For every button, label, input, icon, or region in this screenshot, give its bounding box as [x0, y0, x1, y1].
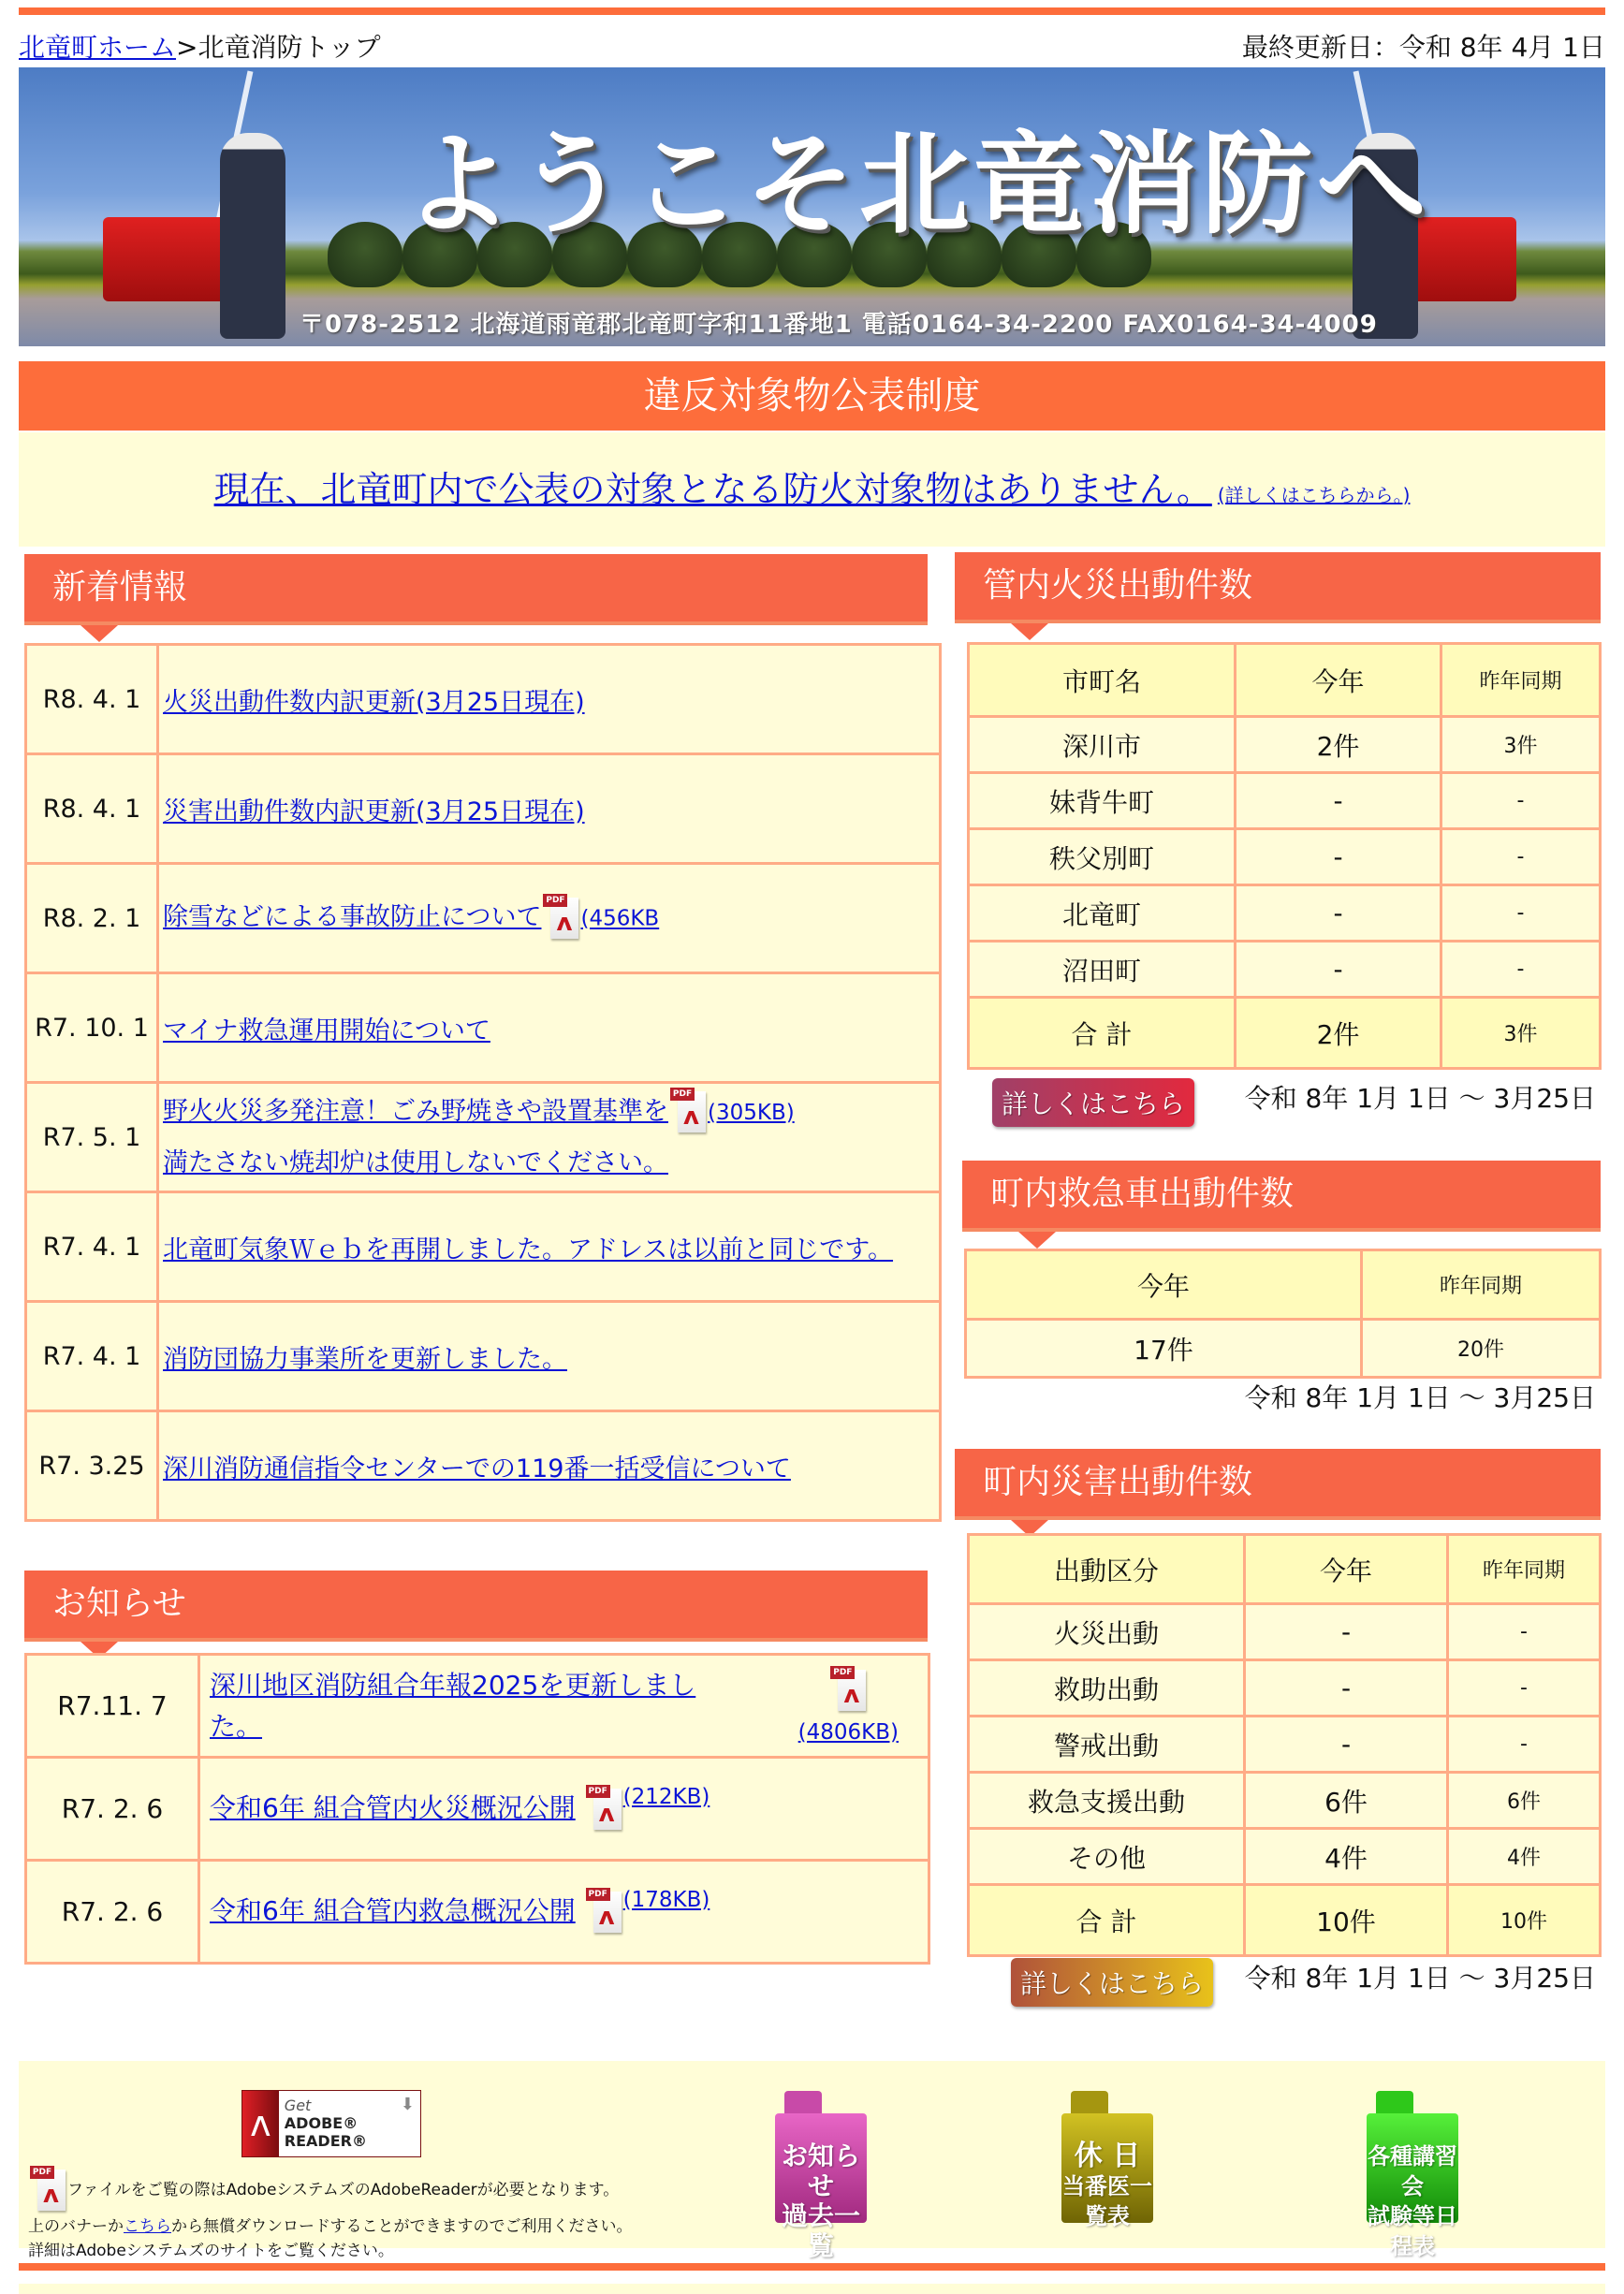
column-header: 出動区分 — [969, 1535, 1245, 1604]
cell: - — [1236, 773, 1441, 829]
column-header: 昨年同期 — [1441, 644, 1601, 717]
button-label: 当番医一覧表 — [1062, 2173, 1152, 2229]
notices-heading — [24, 1571, 928, 1642]
disaster-stats-heading — [955, 1449, 1601, 1520]
news-date: R8. 2. 1 — [26, 864, 158, 973]
heading-pointer-icon — [80, 625, 118, 642]
adobe-notice-line2: 上のバナーか — [28, 2217, 124, 2236]
table-header-row — [969, 644, 1601, 717]
notice-pdf-size-link[interactable]: (212KB) — [622, 1784, 710, 1809]
cell: - — [1236, 942, 1441, 998]
news-link-continued[interactable]: 満たさない焼却炉は使用しないでください。 — [163, 1147, 668, 1177]
table-row — [969, 1717, 1601, 1773]
table-row — [26, 1861, 929, 1964]
table-row — [26, 864, 941, 973]
folder-tab-icon — [1071, 2091, 1108, 2113]
cell: 警戒出動 — [969, 1717, 1245, 1773]
heading-pointer-icon — [1018, 1232, 1056, 1249]
folder-tab-icon — [1376, 2091, 1413, 2113]
breadcrumb-home-link[interactable]: 北竜町ホーム — [19, 32, 177, 63]
table-header-row — [969, 1535, 1601, 1604]
violation-detail-link[interactable]: (詳しくはこちらから。) — [1217, 484, 1411, 506]
news-date: R7. 3.25 — [26, 1411, 158, 1521]
heading-pointer-icon — [1011, 623, 1048, 640]
table-row — [26, 1655, 929, 1758]
notices-table — [24, 1653, 930, 1965]
table-row — [969, 942, 1601, 998]
cell: 深川市 — [969, 717, 1236, 773]
ambulance-stats-heading — [962, 1161, 1601, 1232]
cell: 救助出動 — [969, 1660, 1245, 1717]
button-label: 各種講習会 — [1368, 2143, 1457, 2199]
cell: 4件 — [1245, 1829, 1448, 1885]
disaster-stats-period: 令和 8年 1月 1日 ～ 3月25日 — [1244, 1963, 1596, 1994]
hero-address: 〒078-2512 北海道雨竜郡北竜町字和11番地1 電話0164-34-2200 FAX0164-34-4009 — [300, 311, 1378, 339]
bottom-strip — [19, 2284, 1605, 2294]
table-row — [969, 717, 1601, 773]
cell: 沼田町 — [969, 942, 1236, 998]
hero-title: ようこそ北竜消防へ — [402, 120, 1431, 249]
button-label: 過去一覧 — [781, 2200, 860, 2261]
table-row — [26, 1083, 941, 1192]
news-link[interactable]: 野火火災多発注意！ごみ野焼きや設置基準を — [163, 1096, 668, 1126]
cell: 17件 — [966, 1320, 1362, 1378]
column-header: 今年 — [1245, 1535, 1448, 1604]
last-updated: 最終更新日：令和 8年 4月 1日 — [1241, 32, 1605, 63]
news-link[interactable]: 消防団協力事業所を更新しました。 — [163, 1344, 567, 1374]
cell: - — [1236, 885, 1441, 942]
notice-pdf-size-link[interactable]: (178KB) — [622, 1887, 710, 1912]
cell: - — [1441, 773, 1601, 829]
table-row — [969, 1604, 1601, 1660]
ambulance-stats-table — [964, 1249, 1602, 1379]
table-row — [969, 773, 1601, 829]
disaster-stats-heading-label: 町内災害出動件数 — [983, 1463, 1253, 1501]
cell: 3件 — [1441, 717, 1601, 773]
button-label: 休 日 — [1074, 2140, 1141, 2172]
cell: その他 — [969, 1829, 1245, 1885]
notices-heading-label: お知らせ — [52, 1585, 186, 1623]
violation-message-link[interactable]: 現在、北竜町内で公表の対象となる防火対象物はありません。 — [213, 469, 1212, 510]
notices-archive-button[interactable] — [775, 2113, 867, 2261]
notice-pdf-size-link[interactable]: (4806KB) — [797, 1720, 899, 1745]
pdf-icon: PDF ᴧ — [830, 1666, 866, 1715]
table-row — [966, 1320, 1601, 1378]
column-header: 今年 — [966, 1250, 1362, 1320]
hero-banner — [19, 67, 1605, 346]
news-date: R7. 10. 1 — [26, 973, 158, 1083]
get-adobe-reader-banner[interactable] — [241, 2090, 421, 2157]
button-label: 試験等日程表 — [1368, 2203, 1457, 2259]
table-total-row — [969, 998, 1601, 1069]
news-link[interactable]: 深川消防通信指令センターでの119番一括受信について — [163, 1454, 791, 1483]
course-schedule-button[interactable] — [1367, 2113, 1458, 2259]
adobe-notice-line2-end: から無償ダウンロードすることができますのでご利用ください。 — [171, 2217, 633, 2236]
pdf-icon: PDF ᴧ — [670, 1088, 706, 1136]
table-row — [969, 1829, 1601, 1885]
cell: 2件 — [1236, 998, 1441, 1069]
ambulance-stats-period: 令和 8年 1月 1日 ～ 3月25日 — [1244, 1382, 1596, 1413]
tree — [328, 222, 402, 287]
cell: 妹背牛町 — [969, 773, 1236, 829]
cell: 合 計 — [969, 998, 1236, 1069]
cell: - — [1441, 942, 1601, 998]
cell: - — [1448, 1660, 1601, 1717]
button-label: お知らせ — [781, 2141, 860, 2201]
adobe-notice — [28, 2166, 633, 2263]
cell: - — [1245, 1717, 1448, 1773]
table-row — [26, 754, 941, 864]
table-row — [969, 885, 1601, 942]
pdf-icon: PDF ᴧ — [543, 894, 578, 942]
cell: 秩父別町 — [969, 829, 1236, 885]
table-row — [26, 645, 941, 754]
cell: 10件 — [1245, 1885, 1448, 1956]
breadcrumb-current: 北竜消防トップ — [198, 32, 381, 63]
news-heading-label: 新着情報 — [52, 568, 188, 606]
pdf-icon: PDF ᴧ — [30, 2166, 66, 2214]
table-row — [969, 1773, 1601, 1829]
holiday-doctor-button[interactable] — [1061, 2113, 1153, 2229]
cell: 4件 — [1448, 1829, 1601, 1885]
news-link[interactable]: マイナ救急運用開始について — [163, 1015, 490, 1045]
cell: - — [1448, 1717, 1601, 1773]
adobe-get-label: Get — [284, 2097, 312, 2114]
cell: 救急支援出動 — [969, 1773, 1245, 1829]
cell: 6件 — [1448, 1773, 1601, 1829]
cell: - — [1448, 1604, 1601, 1660]
cell: 20件 — [1362, 1320, 1601, 1378]
violation-heading: 違反対象物公表制度 — [19, 361, 1605, 431]
news-date: R8. 4. 1 — [26, 754, 158, 864]
cell: 2件 — [1236, 717, 1441, 773]
cell: - — [1236, 829, 1441, 885]
folder-tab-icon — [784, 2091, 822, 2113]
cell: 3件 — [1441, 998, 1601, 1069]
adobe-logo-icon: ᴧ — [242, 2091, 279, 2156]
notice-date: R7. 2. 6 — [26, 1758, 199, 1861]
news-heading — [24, 554, 928, 625]
fire-stats-heading — [955, 552, 1601, 623]
cell: 火災出動 — [969, 1604, 1245, 1660]
fire-stats-table — [967, 642, 1602, 1070]
table-total-row — [969, 1885, 1601, 1956]
notice-link[interactable]: 令和6年 組合管内救急概況公開 — [210, 1894, 576, 1926]
news-date: R7. 5. 1 — [26, 1083, 158, 1192]
cell: - — [1245, 1604, 1448, 1660]
cell: - — [1245, 1660, 1448, 1717]
column-header: 市町名 — [969, 644, 1236, 717]
column-header: 今年 — [1236, 644, 1441, 717]
adobe-notice-line3: 詳細はAdobeシステムズのサイトをご覧ください。 — [28, 2242, 394, 2260]
notice-link[interactable]: 深川地区消防組合年報2025を更新しました。 — [210, 1669, 696, 1742]
column-header: 昨年同期 — [1448, 1535, 1601, 1604]
adobe-name-label: ADOBE® READER® — [284, 2114, 367, 2150]
notice-link[interactable]: 令和6年 組合管内火災概況公開 — [210, 1791, 576, 1823]
adobe-notice-line1: ファイルをご覧の際はAdobeシステムズのAdobeReaderが必要となります。 — [67, 2181, 620, 2199]
table-row — [26, 1302, 941, 1411]
download-arrow-icon: ⬇ — [400, 2095, 415, 2114]
news-date: R7. 4. 1 — [26, 1302, 158, 1411]
firefighter-left — [220, 133, 285, 339]
cell: - — [1441, 829, 1601, 885]
news-pdf-size-link[interactable]: (456KB — [580, 906, 660, 931]
disaster-stats-detail-button[interactable]: 詳しくはこちら — [1011, 1958, 1213, 2007]
news-date: R8. 4. 1 — [26, 645, 158, 754]
breadcrumb — [19, 30, 381, 66]
cell: 合 計 — [969, 1885, 1245, 1956]
fire-stats-period: 令和 8年 1月 1日 ～ 3月25日 — [1244, 1083, 1596, 1114]
cell: - — [1441, 885, 1601, 942]
table-row — [26, 1411, 941, 1521]
fire-stats-detail-button[interactable]: 詳しくはこちら — [992, 1078, 1194, 1127]
news-table — [24, 643, 942, 1522]
table-row — [969, 1660, 1601, 1717]
top-accent-bar — [19, 7, 1605, 15]
footer — [19, 2061, 1605, 2261]
notice-date: R7.11. 7 — [26, 1655, 199, 1758]
table-row — [26, 1758, 929, 1861]
news-link[interactable]: 北竜町気象Ｗｅｂを再開しました。アドレスは以前と同じです。 — [163, 1235, 894, 1264]
ambulance-stats-heading-label: 町内救急車出動件数 — [990, 1175, 1295, 1213]
pdf-icon: PDF ᴧ — [586, 1785, 622, 1834]
table-row — [26, 973, 941, 1083]
cell: 北竜町 — [969, 885, 1236, 942]
notice-date: R7. 2. 6 — [26, 1861, 199, 1964]
breadcrumb-separator: > — [176, 32, 198, 63]
news-link[interactable]: 除雪などによる事故防止について — [163, 902, 542, 932]
cell: 6件 — [1245, 1773, 1448, 1829]
disaster-stats-table — [967, 1533, 1602, 1957]
bottom-accent-bar — [19, 2263, 1605, 2271]
column-header: 昨年同期 — [1362, 1250, 1601, 1320]
violation-notice — [19, 432, 1605, 547]
fire-stats-heading-label: 管内火災出動件数 — [983, 566, 1253, 605]
news-date: R7. 4. 1 — [26, 1192, 158, 1302]
adobe-download-link[interactable]: こちら — [124, 2217, 171, 2236]
news-link[interactable]: 災害出動件数内訳更新(3月25日現在) — [163, 796, 585, 826]
pdf-icon: PDF ᴧ — [586, 1888, 622, 1936]
news-link[interactable]: 火災出動件数内訳更新(3月25日現在) — [163, 687, 585, 717]
table-header-row — [966, 1250, 1601, 1320]
cell: 10件 — [1448, 1885, 1601, 1956]
news-pdf-size-link[interactable]: (305KB) — [708, 1100, 795, 1125]
table-row — [969, 829, 1601, 885]
table-row — [26, 1192, 941, 1302]
